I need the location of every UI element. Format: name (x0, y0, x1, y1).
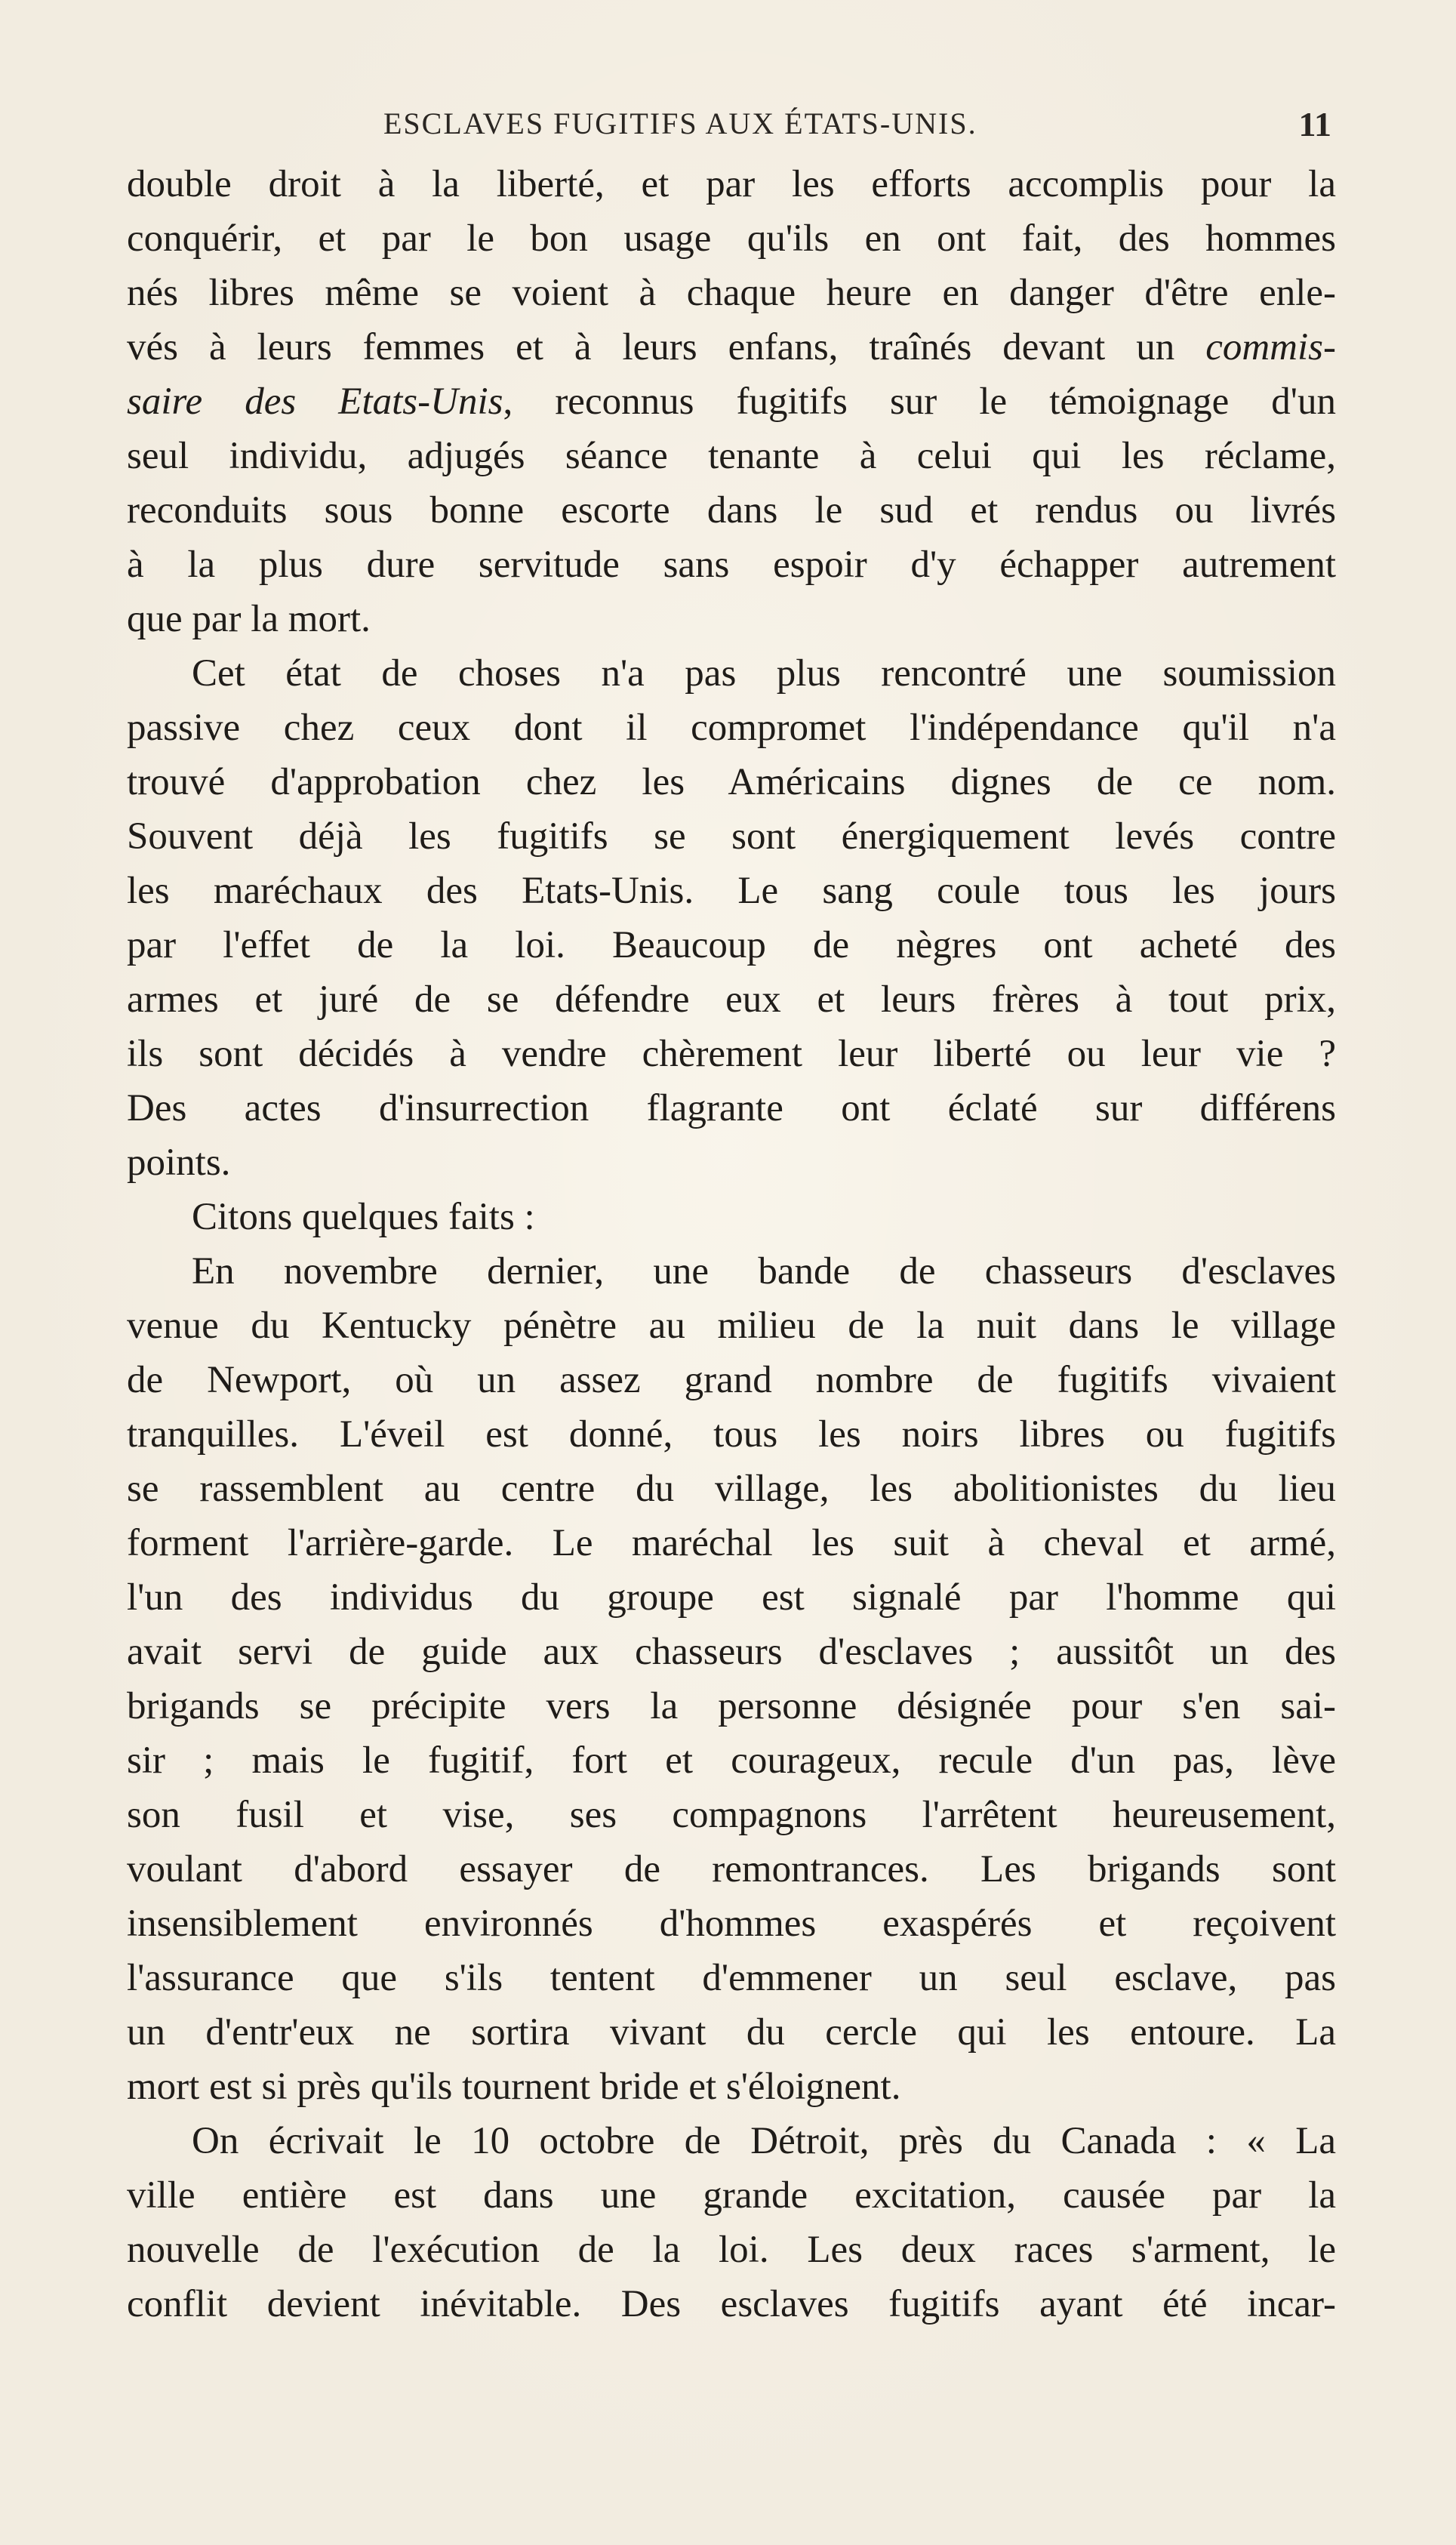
text-line: ils sont décidés à vendre chèrement leur liberté ou leur vie ? (127, 1033, 1336, 1075)
text-line: Des actes d'insurrection flagrante ont éclaté sur différens (127, 1087, 1336, 1129)
text-line: points. (127, 1142, 231, 1184)
text-line: mort est si près qu'ils tournent bride et s'éloignent. (127, 2066, 901, 2108)
text-line: tranquilles. L'éveil est donné, tous les noirs libres ou fugitifs (127, 1413, 1336, 1456)
text-line: Souvent déjà les fugitifs se sont énergiquement levés contre (127, 815, 1336, 858)
text-line: ville entière est dans une grande excitation, causée par la (127, 2174, 1336, 2217)
text-line: nouvelle de l'exécution de la loi. Les deux races s'arment, le (127, 2229, 1336, 2271)
italic-text: commis- (1205, 326, 1336, 368)
text-line: passive chez ceux dont il compromet l'indépendance qu'il n'a (127, 707, 1336, 749)
text-line: l'un des individus du groupe est signalé par l'homme qui (127, 1576, 1336, 1619)
text-line: armes et juré de se défendre eux et leurs frères à tout prix, (127, 978, 1336, 1021)
text-line: Cet état de choses n'a pas plus rencontré une soumission (192, 652, 1336, 695)
text-line: son fusil et vise, ses compagnons l'arrêtent heureusement, (127, 1794, 1336, 1836)
text-line: Citons quelques faits : (192, 1196, 535, 1238)
text-line: nés libres même se voient à chaque heure en danger d'être enle- (127, 272, 1336, 314)
text-line: brigands se précipite vers la personne désignée pour s'en sai- (127, 1685, 1336, 1727)
text-line: se rassemblent au centre du village, les abolitionistes du lieu (127, 1468, 1336, 1510)
text-line: insensiblement environnés d'hommes exaspérés et reçoivent (127, 1903, 1336, 1945)
text-segment: , reconnus fugitifs sur le témoignage d'un (503, 381, 1336, 423)
text-line: conquérir, et par le bon usage qu'ils en ont fait, des hommes (127, 217, 1336, 260)
text-line: un d'entr'eux ne sortira vivant du cercle qui les entoure. La (127, 2011, 1336, 2054)
running-title: ESCLAVES FUGITIFS AUX ÉTATS-UNIS. (383, 106, 977, 140)
text-line: sir ; mais le fugitif, fort et courageux, recule d'un pas, lève (127, 1739, 1336, 1782)
text-line: à la plus dure servitude sans espoir d'y échapper autrement (127, 544, 1336, 586)
text-line: que par la mort. (127, 598, 371, 640)
text-line: On écrivait le 10 octobre de Détroit, près du Canada : « La (192, 2120, 1336, 2162)
text-line: voulant d'abord essayer de remontrances. Les brigands sont (127, 1848, 1336, 1890)
text-line: trouvé d'approbation chez les Américains dignes de ce nom. (127, 761, 1336, 803)
text-line: de Newport, où un assez grand nombre de fugitifs vivaient (127, 1359, 1336, 1401)
text-line: En novembre dernier, une bande de chasseurs d'esclaves (192, 1250, 1336, 1293)
text-segment: vés à leurs femmes et à leurs enfans, traînés devant un (127, 326, 1206, 368)
body-text (127, 157, 1336, 2331)
text-line: reconduits sous bonne escorte dans le sud et rendus ou livrés (127, 489, 1336, 531)
text-line: l'assurance que s'ils tentent d'emmener un seul esclave, pas (127, 1957, 1336, 1999)
text-line: double droit à la liberté, et par les efforts accomplis pour la (127, 163, 1336, 205)
page-header (127, 106, 1331, 151)
text-line (127, 374, 1336, 429)
text-line: par l'effet de la loi. Beaucoup de nègres ont acheté des (127, 924, 1336, 966)
italic-text: saire des Etats-Unis (127, 381, 503, 423)
text-line: avait servi de guide aux chasseurs d'esclaves ; aussitôt un des (127, 1631, 1336, 1673)
text-line: venue du Kentucky pénètre au milieu de la nuit dans le village (127, 1305, 1336, 1347)
page-number: 11 (1298, 105, 1331, 143)
text-line: les maréchaux des Etats-Unis. Le sang coule tous les jours (127, 870, 1336, 912)
text-line: seul individu, adjugés séance tenante à celui qui les réclame, (127, 435, 1336, 477)
text-line: forment l'arrière-garde. Le maréchal les suit à cheval et armé, (127, 1522, 1336, 1564)
text-line (127, 320, 1336, 374)
text-line: conflit devient inévitable. Des esclaves fugitifs ayant été incar- (127, 2283, 1336, 2325)
